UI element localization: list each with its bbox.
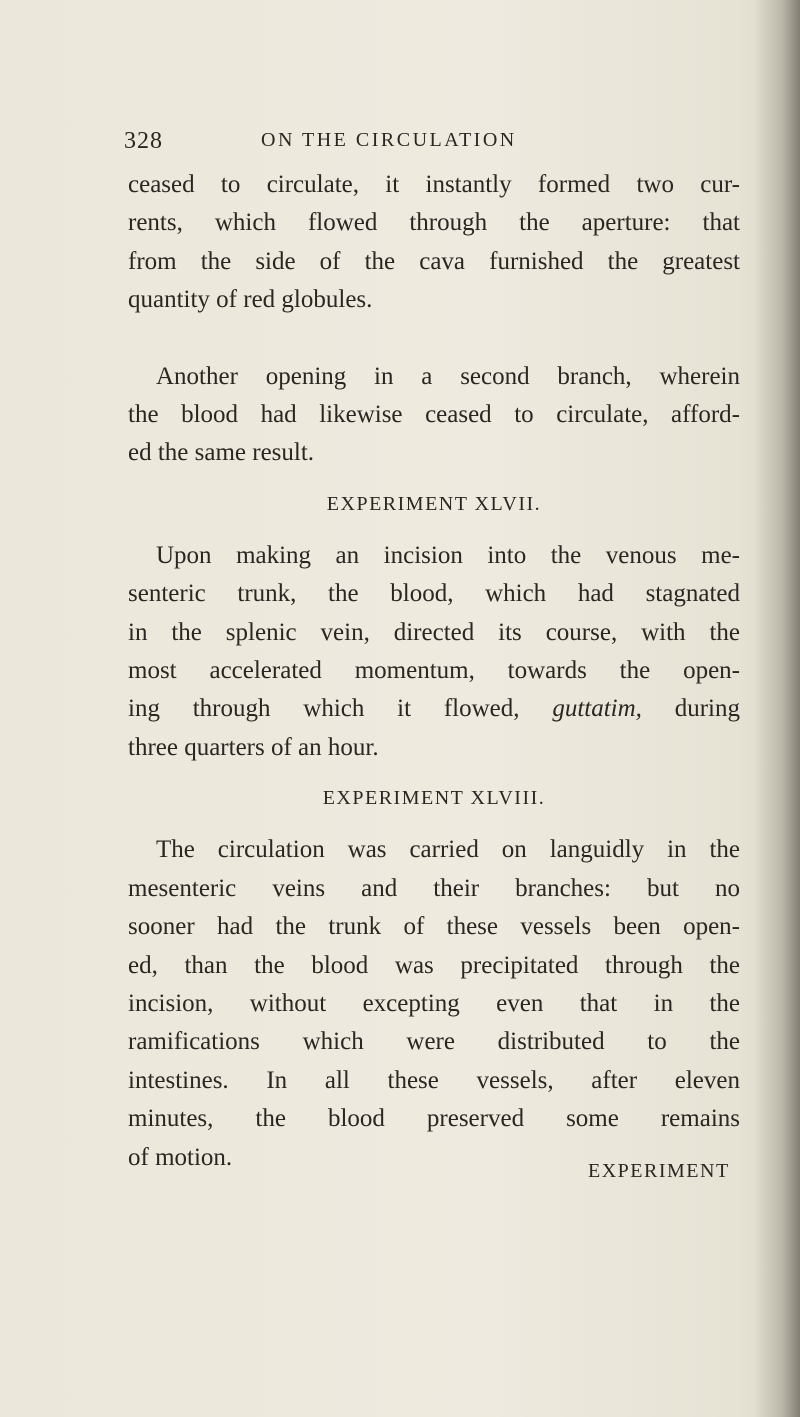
text-line: ed the same result. <box>128 439 315 467</box>
experiment-xlviii-paragraph <box>128 831 740 1177</box>
text-line: most accelerated momentum, towards the open- <box>128 657 740 685</box>
text-line: in the splenic vein, directed its course, with the <box>128 618 740 646</box>
text-line: mesenteric veins and their branches: but no <box>128 874 740 902</box>
text-line: Another opening in a second branch, wherein <box>156 362 740 390</box>
paragraph-another-opening <box>128 358 740 473</box>
text-line: of motion. <box>128 1143 233 1171</box>
text-line: ramifications which were distributed to the <box>128 1028 740 1056</box>
text-line: senteric trunk, the blood, which had stagnated <box>128 580 740 608</box>
page-number: 328 <box>124 128 163 154</box>
text-line: quantity of red globules. <box>128 286 373 314</box>
text-fragment: during <box>641 695 740 723</box>
text-line: ed, than the blood was precipitated through the <box>128 951 740 979</box>
text-line: three quarters of an hour. <box>128 733 379 761</box>
text-line: from the side of the cava furnished the greatest <box>128 247 740 275</box>
text-line: minutes, the blood preserved some remains <box>128 1105 740 1133</box>
running-head <box>124 128 724 168</box>
body-text <box>128 166 740 1177</box>
paragraph-continuation <box>128 166 740 320</box>
experiment-xlvii-heading: EXPERIMENT XLVII. <box>326 492 542 515</box>
text-line: ceased to circulate, it instantly formed two cur- <box>128 171 740 198</box>
text-line <box>128 690 740 728</box>
experiment-xlvii-paragraph <box>128 537 740 767</box>
text-line: sooner had the trunk of these vessels been open- <box>128 913 740 941</box>
text-line: incision, without excepting even that in the <box>128 989 740 1017</box>
experiment-xlviii-heading: EXPERIMENT XLVIII. <box>322 787 546 810</box>
running-head-title: ON THE CIRCULATION <box>261 129 517 151</box>
text-fragment: ing through which it flowed, <box>128 695 553 723</box>
text-line: Upon making an incision into the venous me- <box>156 541 740 569</box>
italic-latin-term: guttatim, <box>552 695 642 723</box>
page-gutter-shadow <box>754 0 800 1417</box>
text-line: The circulation was carried on languidly in the <box>156 836 740 864</box>
text-line: rents, which flowed through the aperture: that <box>128 209 740 237</box>
text-line: intestines. In all these vessels, after eleven <box>128 1066 740 1094</box>
paragraph-gap <box>128 320 740 358</box>
catchword: EXPERIMENT <box>588 1160 730 1182</box>
text-line: the blood had likewise ceased to circulate, afford- <box>128 401 740 429</box>
